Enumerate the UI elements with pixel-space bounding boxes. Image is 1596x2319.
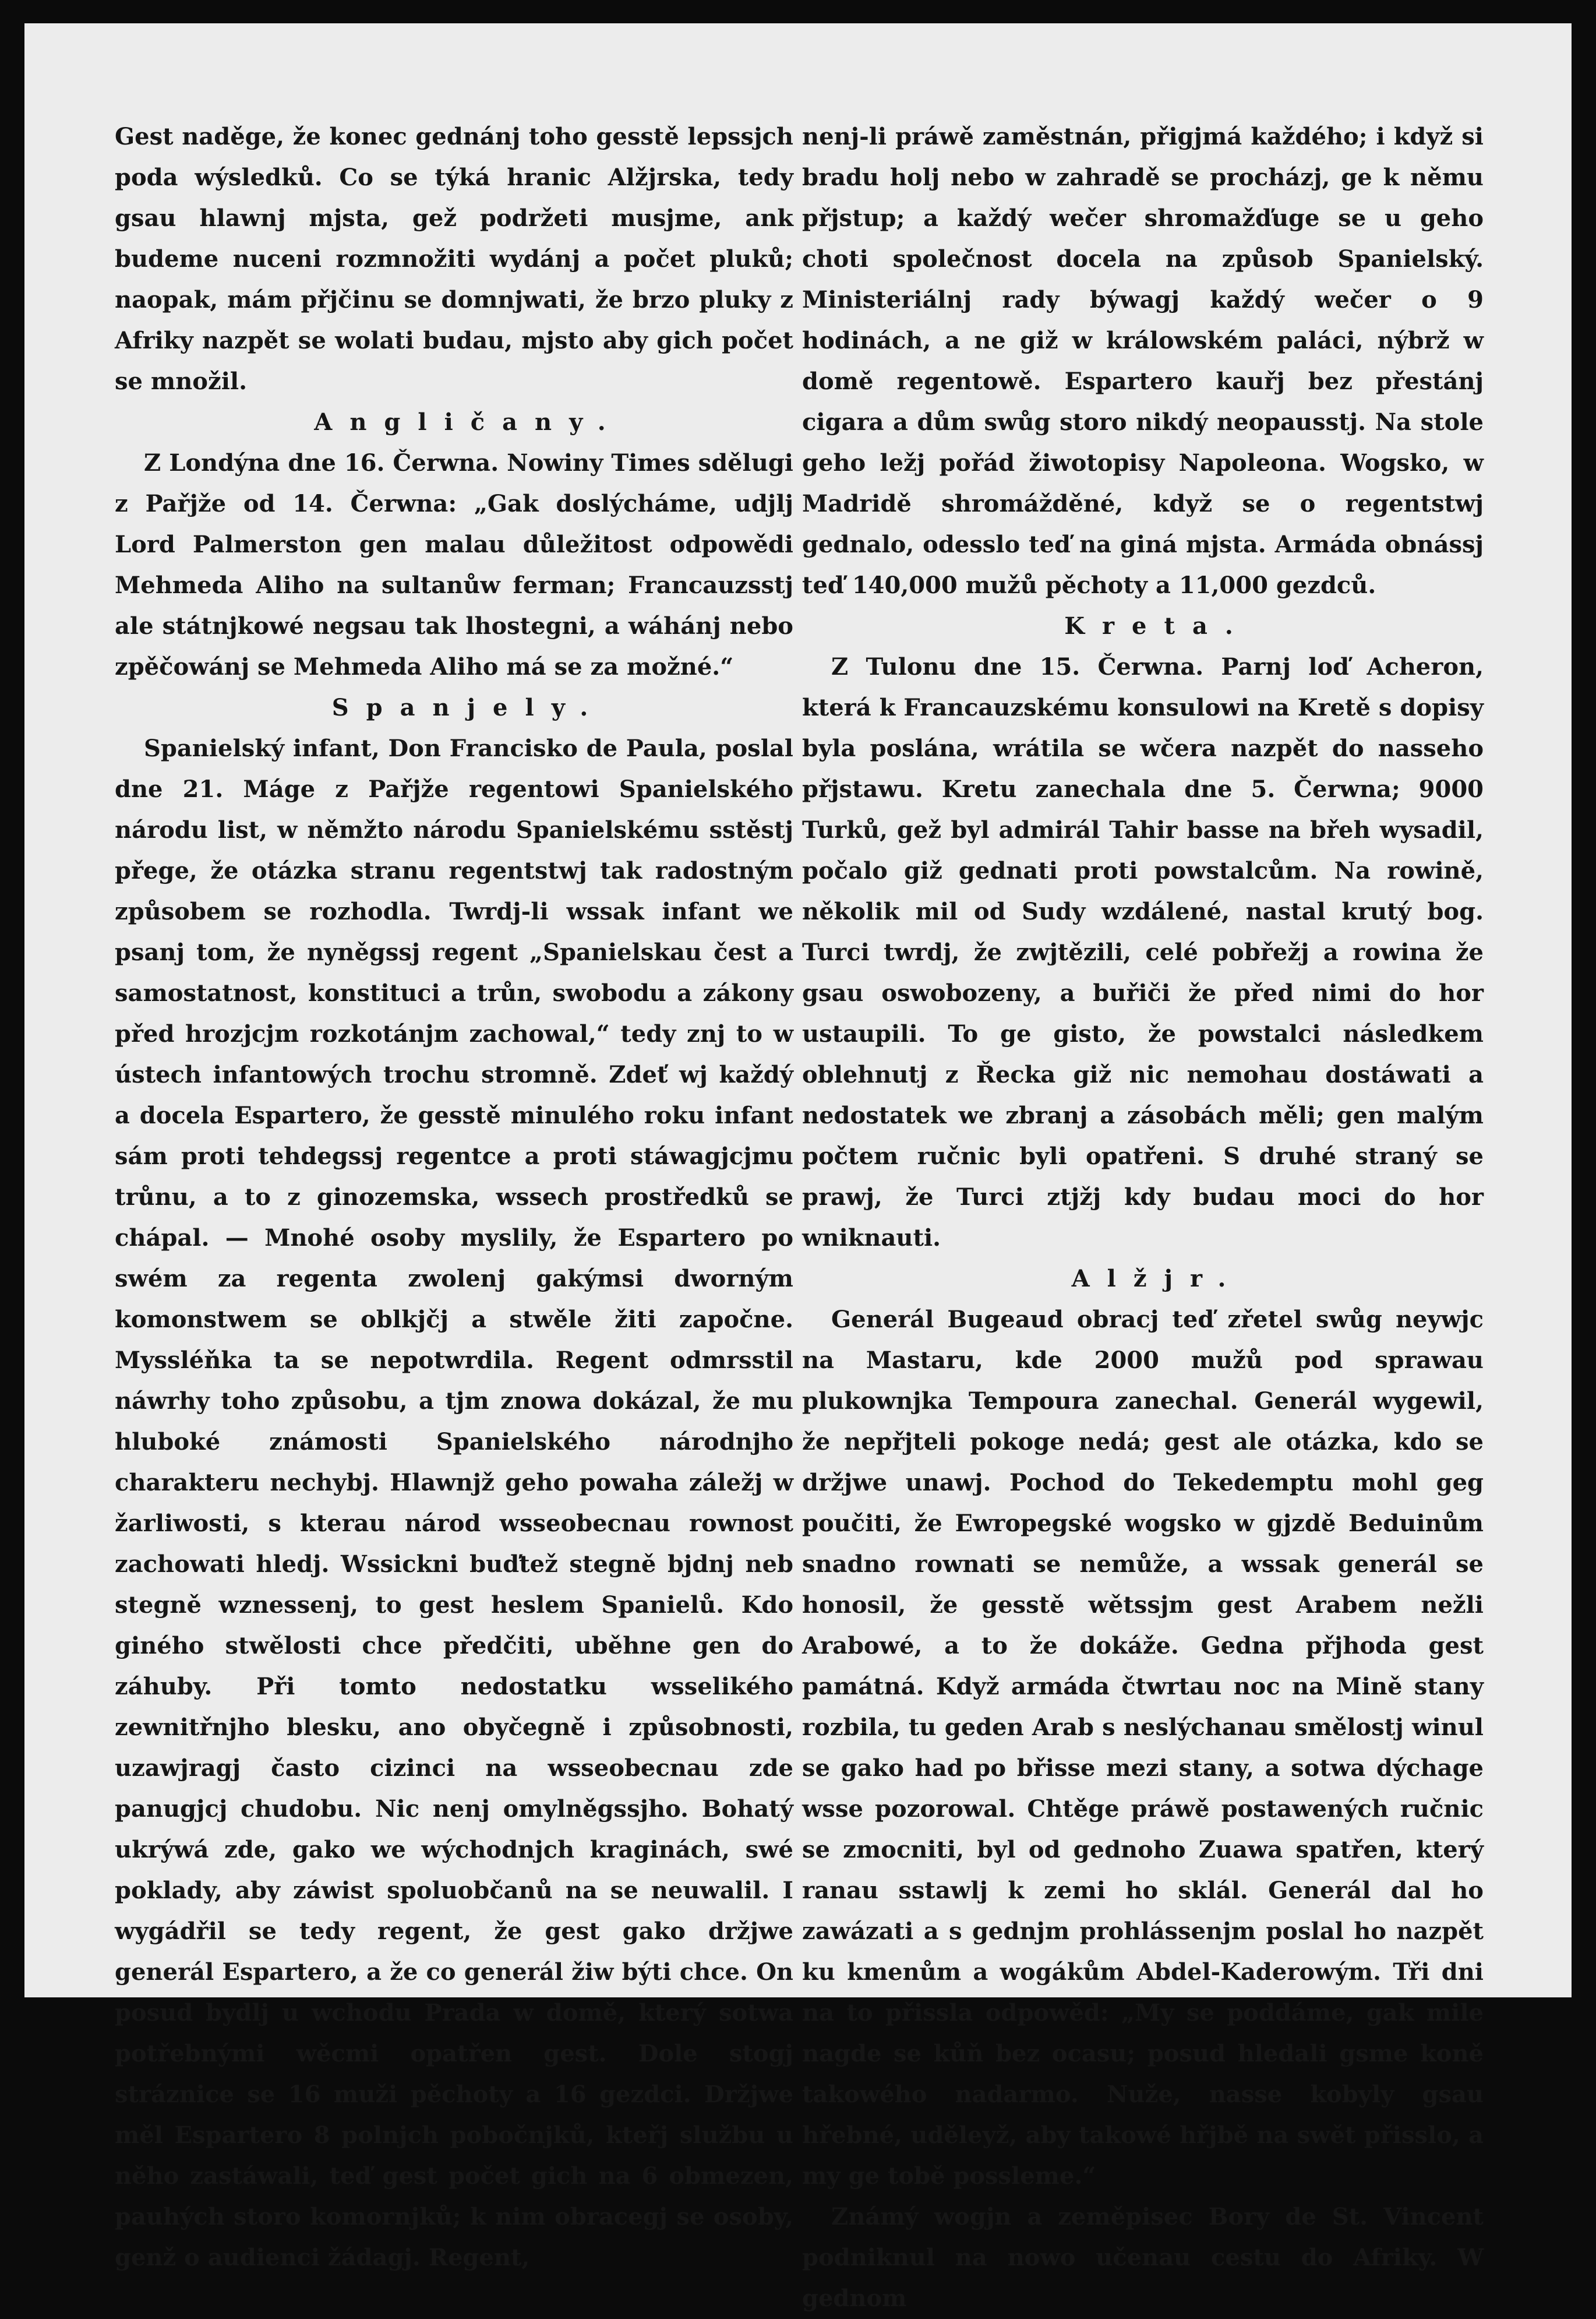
article-paragraph: Gest naděge, že konec gednánj toho gesstě lepssjch poda wýsledků. Co se týká hranic Alžjrska, tedy gsau hlawnj mjsta, gež podržeti musjme, ank budeme nuceni rozmnožiti wydánj a počet pluků; naopak, mám přjčinu se domnjwati, že brzo pluky z Afriky nazpět se wolati budau, mjsto aby gich počet se množil. (115, 123, 793, 395)
right-column (802, 117, 1484, 2312)
section-heading-crete: Kreta. (1064, 612, 1251, 640)
section-heading-algiers: Alžjr. (1071, 1265, 1244, 1292)
left-column (115, 117, 793, 2271)
article-paragraph: nenj-li práwě zaměstnán, přigjmá každého; i když si bradu holj nebo w zahradě se procházj, ge k němu přjstup; a každý wečer shromažďuge se u geho choti společnost docela na způsob Spanielský. Ministeriálnj rady býwagj každý wečer o 9 hodinách, a ne giž w králowském paláci, nýbrž w domě regentowě. Espartero kauřj bez přestánj cigara a dům swůg storo nikdý neopausstj. Na stole geho ležj pořád žiwotopisy Napoleona. Wogsko, w Madridě shromážděné, když se o regentstwj gednalo, odesslo teď na giná mjsta. Armáda obnássj teď 140,000 mužů pěchoty a 11,000 gezdců. (802, 123, 1484, 599)
newspaper-page (24, 23, 1572, 2312)
section-heading-spain: Spanjely. (331, 694, 606, 721)
article-paragraph: Z Londýna dne 16. Čerwna. Nowiny Times sdělugi z Pařjže od 14. Čerwna: „Gak doslýcháme, udjlj Lord Palmerston gen malau důležitost odpowědi Mehmeda Aliho na sultanůw ferman; Francauzsstj ale státnjkowé negsau tak lhostegni, a wáhánj nebo zpěčowánj se Mehmeda Aliho má se za možné.“ (115, 449, 793, 681)
article-paragraph: Z Tulonu dne 15. Čerwna. Parnj loď Acheron, která k Francauzskému konsulowi na Kretě s dopisy byla poslána, wrátila se wčera nazpět do nasseho přjstawu. Kretu zanechala dne 5. Čerwna; 9000 Turků, gež byl admirál Tahir basse na břeh wysadil, počalo giž gednati proti powstalcům. Na rowině, několik mil od Sudy wzdálené, nastal krutý bog. Turci twrdj, že zwjtězili, celé pobřežj a rowina že gsau oswobozeny, a buřiči že před nimi do hor ustaupili. To ge gisto, že powstalci následkem oblehnutj z Řecka giž nic nemohau dostáwati a nedostatek we zbranj a zásobách měli; gen malým počtem ručnic byli opatřeni. S druhé straný se prawj, že Turci ztjžj kdy budau moci do hor wniknauti. (802, 653, 1484, 1252)
section-heading-england: Angličany. (314, 408, 623, 436)
article-paragraph: Známý wogjn a zeměpisec Bory de St. Vincent podniknul na nowo učenau cestu do Afriky. W gednom (802, 2203, 1484, 2312)
article-paragraph: Generál Bugeaud obracj teď zřetel swůg neywjc na Mastaru, kde 2000 mužů pod sprawau plukownjka Tempoura zanechal. Generál wygewil, že nepřjteli pokoge nedá; gest ale otázka, kdo se držjwe unawj. Pochod do Tekedemptu mohl geg poučiti, že Ewropegské wogsko w gjzdě Beduinům snadno rownati se nemůže, a wssak generál se honosil, že gesstě wětssjm gest Arabem nežli Arabowé, a to že dokáže. Gedna přjhoda gest památná. Když armáda čtwrtau noc na Mině stany rozbila, tu geden Arab s neslýchanau smělostj winul se gako had po břisse mezi stany, a sotwa dýchage wsse pozorowal. Chtěge práwě postawených ručnic se zmocniti, byl od gednoho Zuawa spatřen, který ranau sstawlj k zemi ho sklál. Generál dal ho zawázati a s gednjm prohlássenjm poslal ho nazpět ku kmenům a wogákům Abdel-Kaderowým. Tři dni na to přissla odpowěd: „My se poddáme, gak mile nagde se kůň bez ocasu; posud hledali gsme koně takowého nadarmo. Nuže, nasse kobyly gsau hřebné, uděleyž, aby takowé hřjbě na swět přisslo, a my ge tobě possleme.“ (802, 1306, 1484, 2190)
article-paragraph: Spanielský infant, Don Francisko de Paula, poslal dne 21. Máge z Pařjže regentowi Spanielského národu list, w němžto národu Spanielskému sstěstj přege, že otázka stranu regentstwj tak radostným způsobem se rozhodla. Twrdj-li wssak infant we psanj tom, že nyněgssj regent „Spanielskau čest a samostatnost, konstituci a trůn, swobodu a zákony před hrozjcjm rozkotánjm zachowal,“ tedy znj to w ústech infantowých trochu stromně. Zdeť wj každý a docela Espartero, že gesstě minulého roku infant sám proti tehdegssj regentce a proti stáwagjcjmu trůnu, a to z ginozemska, wssech prostředků se chápal. — Mnohé osoby myslily, že Espartero po swém za regenta zwolenj gakýmsi dworným komonstwem se oblkjčj a stwěle žiti započne. Myssléňka ta se nepotwrdila. Regent odmrsstil náwrhy toho způsobu, a tjm znowa dokázal, že mu hluboké známosti Spanielského národnjho charakteru nechybj. Hlawnjž geho powaha záležj w žarliwosti, s kterau národ wsseobecnau rownost zachowati hledj. Wssickni buďtež stegně bjdnj neb stegně wznessenj, to gest heslem Spanielů. Kdo giného stwělosti chce předčiti, uběhne gen do záhuby. Při tomto nedostatku wsselikého zewnitřnjho blesku, ano obyčegně i způsobnosti, uzawjragj často cizinci na wsseobecnau zde panugjcj chudobu. Nic nenj omylněgssjho. Bohatý ukrýwá zde, gako we wýchodnjch kraginách, swé poklady, aby záwist spoluobčanů na se neuwalil. I wygádřil se tedy regent, že gest gako držjwe generál Espartero, a že co generál žiw býti chce. On posud bydlj u wchodu Prada w domě, který sotwa potřebnými wěcmi opatřen gest. Dole stogj stráznice se 16 muži pěchoty a 16 gezdci. Držjwe měl Espartero 8 polnjch pobočnjků, kteřj službu u něho zastáwali, teď gest počet gich na 6 obmezen, pauhých storo komornjků; k nim obracegj se osoby, genž o audienci žádagj. Regent, (115, 735, 793, 2271)
